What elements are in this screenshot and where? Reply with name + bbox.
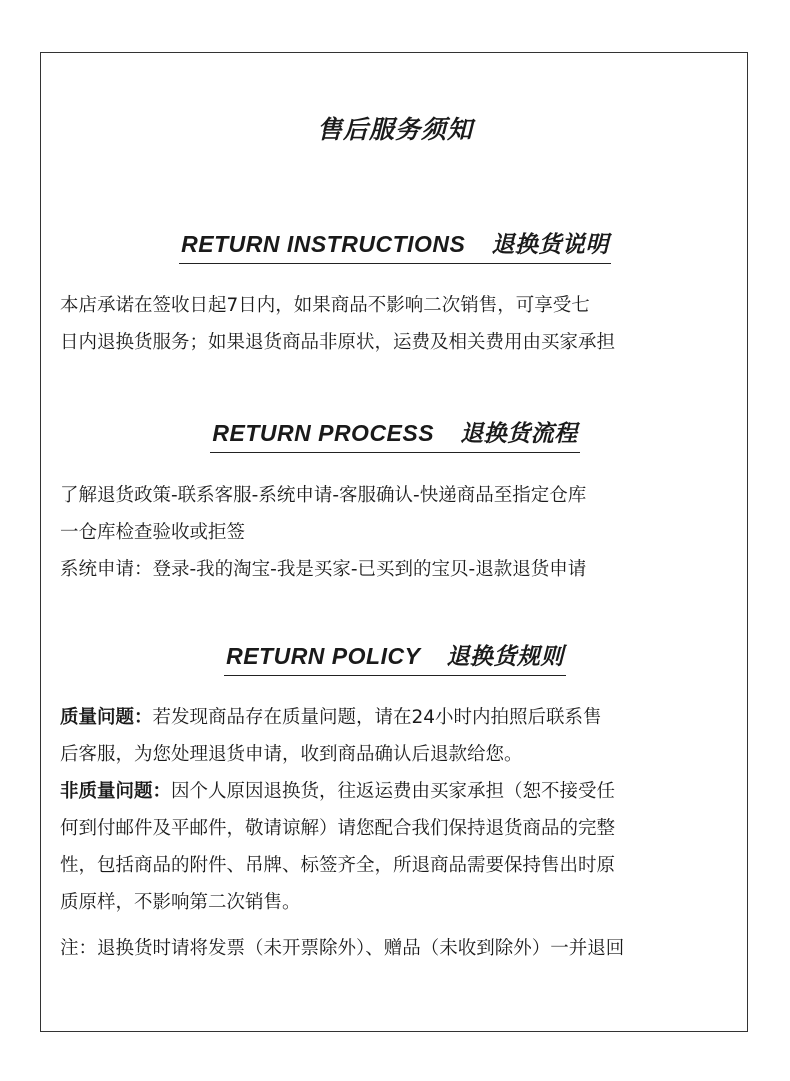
note-paragraph <box>60 930 740 967</box>
section-heading-instructions <box>0 226 790 264</box>
paragraph-line: 后客服，为您处理退货申请，收到商品确认后退款给您。 <box>60 744 523 765</box>
section-heading-process <box>0 415 790 453</box>
paragraph-line: 了解退货政策-联系客服-系统申请-客服确认-快递商品至指定仓库 <box>60 485 587 506</box>
paragraph-line <box>60 773 740 810</box>
non-quality-issue-label: 非质量问题： <box>60 781 172 802</box>
section-heading-policy <box>0 638 790 676</box>
quality-issue-text: 若发现商品存在质量问题，请在24小时内拍照后联系售 <box>152 707 602 728</box>
policy-paragraph <box>60 699 740 921</box>
paragraph-line: 何到付邮件及平邮件，敬请谅解）请您配合我们保持退货商品的完整 <box>60 818 616 839</box>
process-paragraph <box>60 477 740 588</box>
heading-en: RETURN PROCESS <box>212 420 435 446</box>
paragraph-line: 一仓库检查验收或拒签 <box>60 522 246 543</box>
paragraph-line: 系统申请：登录-我的淘宝-我是买家-已买到的宝贝-退款退货申请 <box>60 559 587 580</box>
paragraph-line: 日内退换货服务；如果退货商品非原状，运费及相关费用由买家承担 <box>60 332 616 353</box>
instructions-paragraph <box>60 287 740 361</box>
paragraph-line: 质原样，不影响第二次销售。 <box>60 892 301 913</box>
heading-en: RETURN POLICY <box>226 643 421 669</box>
heading-en: RETURN INSTRUCTIONS <box>181 231 466 257</box>
paragraph-line <box>60 699 740 736</box>
paragraph-line: 性，包括商品的附件、吊牌、标签齐全，所退商品需要保持售出时原 <box>60 855 616 876</box>
heading-zh: 退换货规则 <box>446 644 564 670</box>
non-quality-issue-text: 因个人原因退换货，往返运费由买家承担（恕不接受任 <box>171 781 616 802</box>
heading-zh: 退换货流程 <box>460 421 578 447</box>
paragraph-line: 本店承诺在签收日起7日内，如果商品不影响二次销售，可享受七 <box>60 295 590 316</box>
note-line: 注：退换货时请将发票（未开票除外）、赠品（未收到除外）一并退回 <box>60 938 625 959</box>
page-title: 售后服务须知 <box>316 115 473 144</box>
heading-zh: 退换货说明 <box>491 232 609 258</box>
quality-issue-label: 质量问题： <box>60 707 153 728</box>
